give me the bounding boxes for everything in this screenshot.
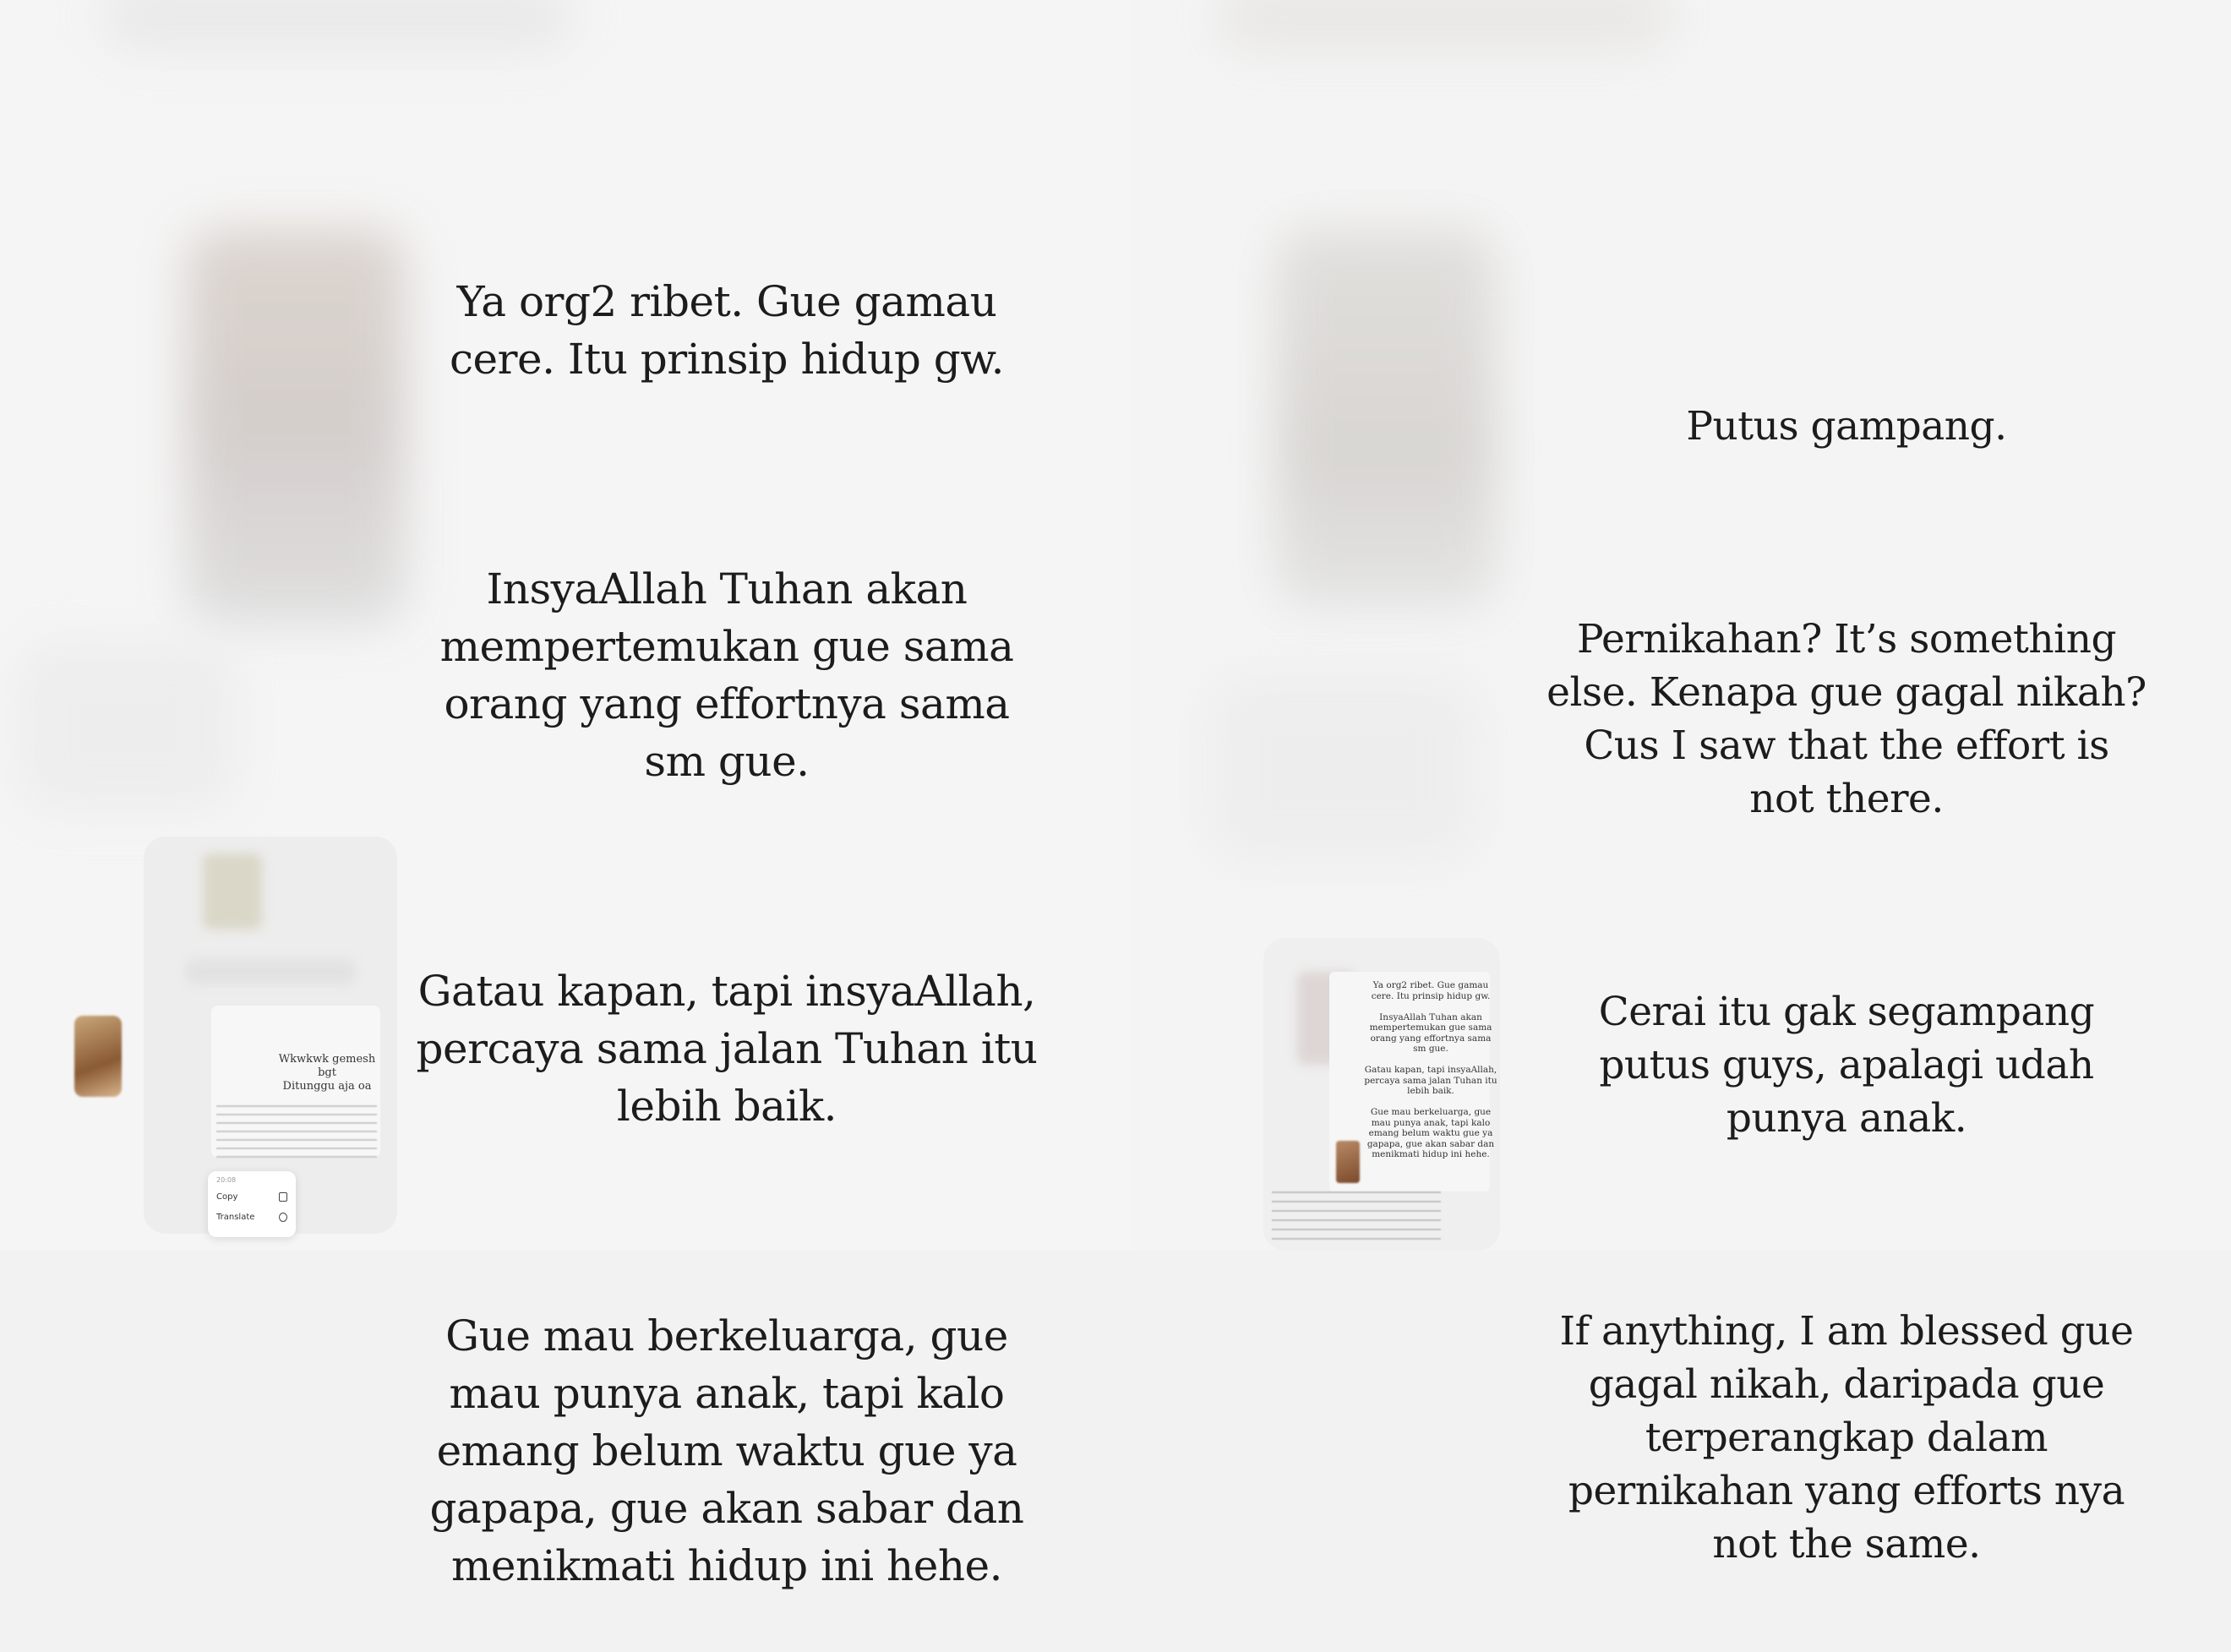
- translate-label: Translate: [216, 1212, 255, 1222]
- blurred-header: [1217, 0, 1673, 51]
- message-context-menu: [208, 1171, 296, 1237]
- translate-icon: [279, 1213, 287, 1222]
- blurred-chat-reply: [1272, 1191, 1441, 1242]
- menu-item-translate[interactable]: [208, 1207, 296, 1227]
- right-paragraph-1: Putus gampang.: [1686, 403, 2007, 450]
- left-paragraph-2: InsyaAllah Tuhan akan mempertemukan gue sama orang yang effortnya sama sm gue.: [439, 564, 1014, 786]
- blurred-profile-image: [1276, 228, 1496, 608]
- blurred-thumbnail-image: [203, 853, 262, 930]
- left-story-text: [406, 215, 1048, 1652]
- chat-caption: Wkwkwk gemesh bgt Ditunggu aja oa: [278, 1053, 376, 1093]
- blurred-background-shape: [1208, 676, 1479, 862]
- left-paragraph-3: Gatau kapan, tapi insyaAllah, percaya sama jalan Tuhan itu lebih baik.: [416, 967, 1038, 1131]
- left-paragraph-1: Ya org2 ribet. Gue gamau cere. Itu prinsip hidup gw.: [449, 277, 1005, 384]
- message-time: 20:08: [216, 1176, 237, 1184]
- blurred-thumbnail-line: [186, 959, 355, 984]
- left-paragraph-4: Gue mau berkeluarga, gue mau punya anak, tapi kalo emang belum waktu gue ya gapapa, gue akan sabar dan menikmati hidup ini hehe.: [429, 1311, 1024, 1590]
- blurred-chat-message: [216, 1105, 377, 1164]
- menu-item-copy[interactable]: [208, 1186, 296, 1207]
- copy-label: Copy: [216, 1191, 238, 1202]
- mini-story-text: Ya org2 ribet. Gue gamau cere. Itu prinsip hidup gw. InsyaAllah Tuhan akan mempertemukan gue sama orang yang effortnya sama sm gue. Gatau kapan, tapi insyaAllah, percaya sama jalan Tuhan itu lebih baik. Gue mau berkeluarga, gue mau punya anak, tapi kalo emang belum waktu gue ya gapapa, gue akan sabar dan menikmati hidup ini hehe.: [1364, 980, 1497, 1159]
- right-paragraph-3: Cerai itu gak segampang putus guys, apalagi udah punya anak.: [1598, 989, 2095, 1142]
- copy-icon: [279, 1192, 287, 1202]
- blurred-background-shape: [17, 642, 237, 811]
- right-story-text: [1538, 346, 2155, 1624]
- blurred-profile-image: [186, 228, 406, 625]
- right-paragraph-4: If anything, I am blessed gue gagal nikah, daripada gue terperangkap dalam pernikahan yang efforts nya not the same.: [1559, 1308, 2134, 1567]
- right-paragraph-2: Pernikahan? It’s something else. Kenapa gue gagal nikah? Cus I saw that the effort is not there.: [1546, 616, 2146, 822]
- blurred-header: [101, 0, 575, 51]
- story-reply-image: [74, 1016, 122, 1097]
